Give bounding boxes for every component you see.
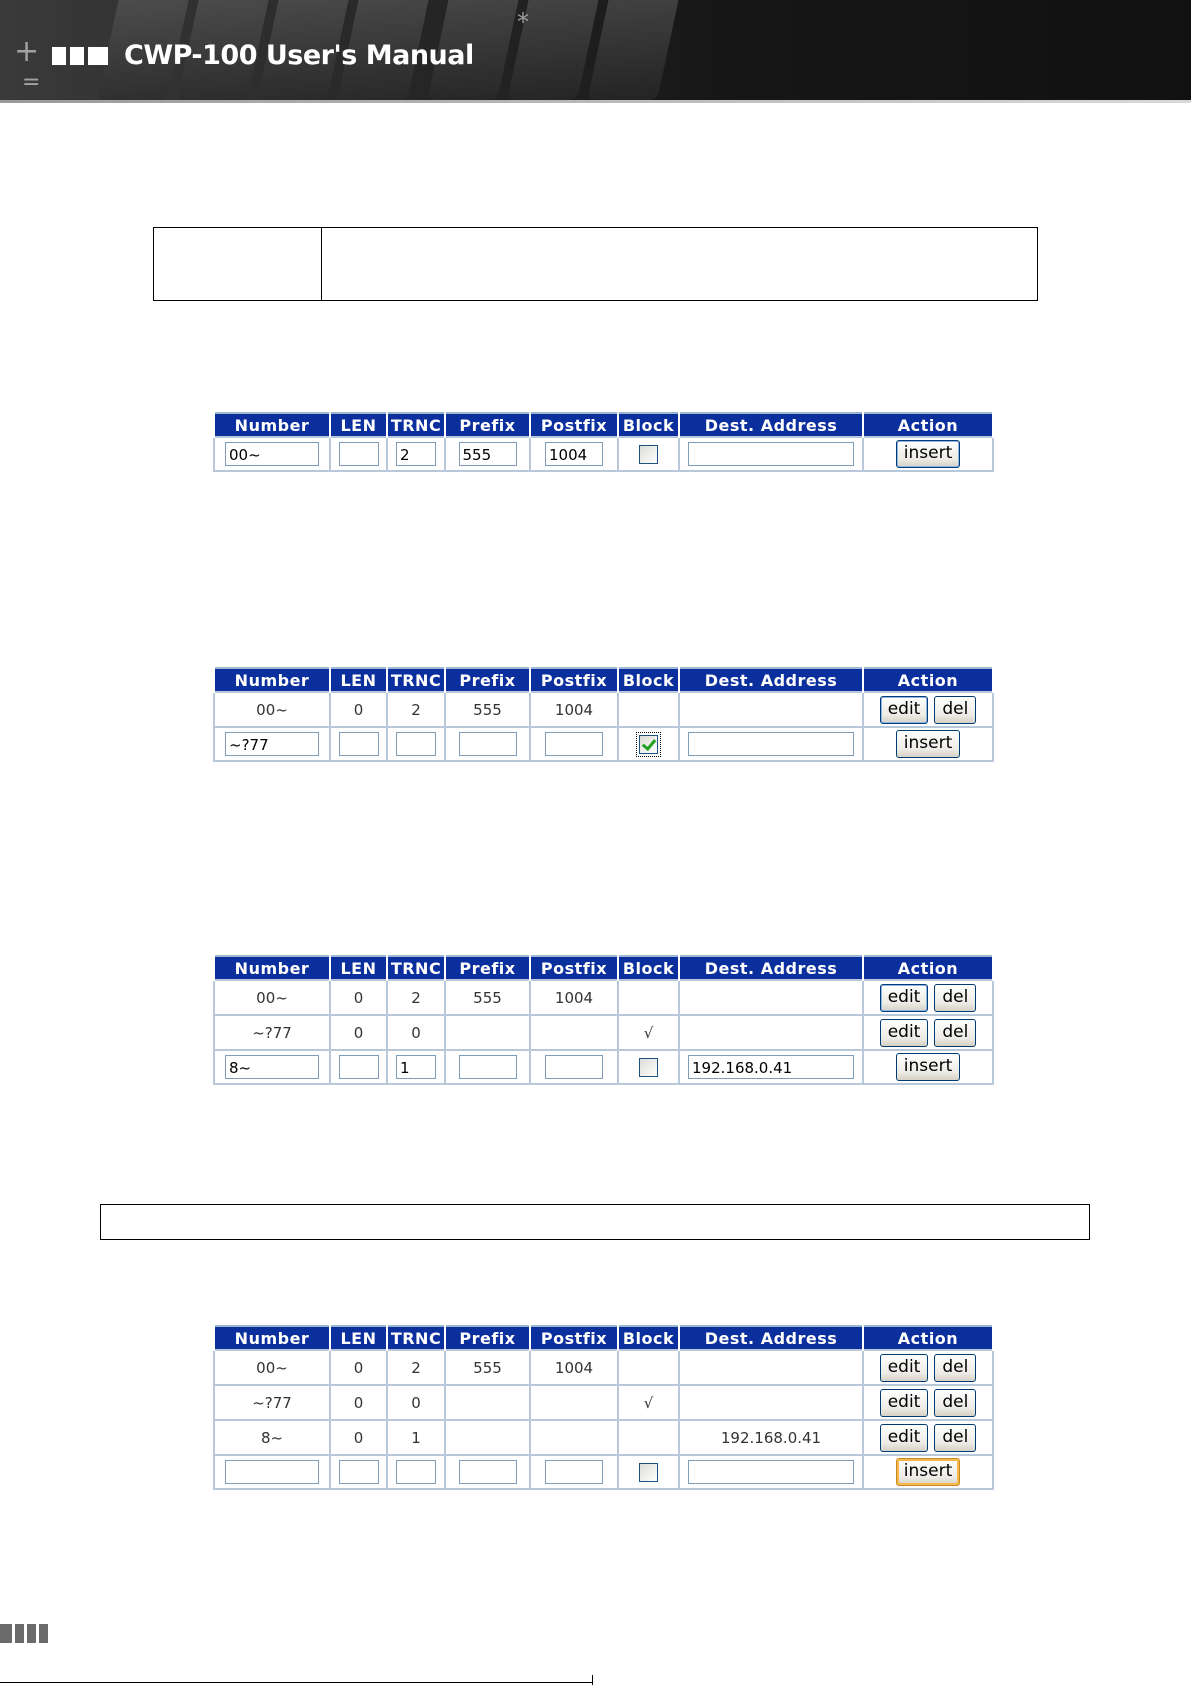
col-block: Block	[618, 956, 679, 980]
dest-address-input[interactable]	[688, 1460, 854, 1484]
col-action: Action	[863, 668, 993, 692]
trnc-cell: 0	[387, 1015, 445, 1050]
prefix-input[interactable]	[459, 1460, 517, 1484]
dial-plan-table-4	[213, 1325, 994, 1490]
asterisk-icon: *	[517, 8, 529, 36]
len-input[interactable]	[339, 732, 379, 756]
dest-address-cell	[679, 692, 863, 727]
col-len: LEN	[330, 413, 387, 437]
col-trnc: TRNC	[387, 413, 445, 437]
block-checkbox[interactable]	[639, 445, 658, 464]
number-input[interactable]	[225, 1460, 319, 1484]
insert-button[interactable]: insert	[896, 1458, 960, 1486]
del-button[interactable]: del	[934, 1019, 976, 1047]
del-button[interactable]: del	[934, 1354, 976, 1382]
insert-button[interactable]: insert	[896, 1053, 960, 1081]
number-cell: 00~	[214, 692, 330, 727]
number-cell: ~?77	[214, 1015, 330, 1050]
table-header	[214, 1326, 993, 1350]
edit-button[interactable]: edit	[880, 1389, 929, 1417]
dial-plan-table-2	[213, 667, 994, 762]
col-prefix: Prefix	[445, 668, 530, 692]
col-prefix: Prefix	[445, 1326, 530, 1350]
footer-tick	[592, 1675, 593, 1685]
prefix-cell: 555	[445, 980, 530, 1015]
dest-address-input[interactable]	[688, 732, 854, 756]
equals-icon: =	[22, 70, 41, 95]
edit-button[interactable]: edit	[880, 1424, 929, 1452]
number-input[interactable]: 00~	[225, 442, 319, 466]
parameter-table-box	[153, 227, 1038, 301]
col-postfix: Postfix	[530, 413, 618, 437]
dest-address-cell	[679, 1015, 863, 1050]
edit-button[interactable]: edit	[880, 696, 929, 724]
column-divider	[321, 228, 322, 300]
col-len: LEN	[330, 1326, 387, 1350]
col-postfix: Postfix	[530, 956, 618, 980]
dest-address-cell: 192.168.0.41	[679, 1420, 863, 1455]
trnc-input[interactable]	[396, 1460, 436, 1484]
postfix-cell	[530, 1015, 618, 1050]
block-cell: √	[618, 1015, 679, 1050]
table-row	[214, 692, 993, 727]
col-dest-address: Dest. Address	[679, 956, 863, 980]
del-button[interactable]: del	[934, 1389, 976, 1417]
edit-button[interactable]: edit	[880, 984, 929, 1012]
insert-button[interactable]: insert	[896, 730, 960, 758]
brand-bars-icon	[52, 47, 108, 65]
dest-address-cell	[679, 1350, 863, 1385]
col-dest-address: Dest. Address	[679, 413, 863, 437]
len-cell: 0	[330, 1385, 387, 1420]
number-cell: 00~	[214, 1350, 330, 1385]
len-input[interactable]	[339, 1460, 379, 1484]
trnc-cell: 0	[387, 1385, 445, 1420]
insert-button[interactable]: insert	[896, 440, 960, 468]
len-cell: 0	[330, 1420, 387, 1455]
block-cell	[618, 692, 679, 727]
dest-address-input[interactable]: 192.168.0.41	[688, 1055, 854, 1079]
col-action: Action	[863, 1326, 993, 1350]
postfix-input[interactable]	[545, 1460, 603, 1484]
col-trnc: TRNC	[387, 668, 445, 692]
note-box	[100, 1204, 1090, 1240]
del-button[interactable]: del	[934, 984, 976, 1012]
postfix-input[interactable]	[545, 732, 603, 756]
number-input[interactable]: 8~	[225, 1055, 319, 1079]
table-header	[214, 956, 993, 980]
postfix-cell: 1004	[530, 980, 618, 1015]
number-cell: ~?77	[214, 1385, 330, 1420]
col-block: Block	[618, 413, 679, 437]
postfix-cell: 1004	[530, 1350, 618, 1385]
trnc-cell: 2	[387, 692, 445, 727]
col-dest-address: Dest. Address	[679, 668, 863, 692]
header-banner	[0, 0, 1191, 100]
keyboard-key-decoration	[587, 0, 683, 100]
input-row	[214, 437, 993, 471]
col-prefix: Prefix	[445, 956, 530, 980]
block-cell: √	[618, 1385, 679, 1420]
table-row	[214, 1385, 993, 1420]
banner-divider	[0, 100, 1191, 103]
col-number: Number	[214, 413, 330, 437]
del-button[interactable]: del	[934, 1424, 976, 1452]
edit-button[interactable]: edit	[880, 1354, 929, 1382]
col-block: Block	[618, 668, 679, 692]
len-input[interactable]	[339, 442, 379, 466]
len-input[interactable]	[339, 1055, 379, 1079]
postfix-input[interactable]: 1004	[545, 442, 603, 466]
prefix-cell	[445, 1420, 530, 1455]
table-row	[214, 980, 993, 1015]
input-row	[214, 727, 993, 761]
len-cell: 0	[330, 1015, 387, 1050]
prefix-cell: 555	[445, 1350, 530, 1385]
input-row	[214, 1050, 993, 1084]
table-row	[214, 1350, 993, 1385]
number-cell: 8~	[214, 1420, 330, 1455]
table-header	[214, 413, 993, 437]
postfix-cell	[530, 1420, 618, 1455]
block-cell	[618, 1420, 679, 1455]
col-prefix: Prefix	[445, 413, 530, 437]
prefix-cell	[445, 1015, 530, 1050]
col-dest-address: Dest. Address	[679, 1326, 863, 1350]
postfix-cell: 1004	[530, 692, 618, 727]
col-number: Number	[214, 668, 330, 692]
prefix-input[interactable]: 555	[459, 442, 517, 466]
block-checkbox[interactable]	[639, 735, 658, 754]
table-header	[214, 668, 993, 692]
col-len: LEN	[330, 956, 387, 980]
block-checkbox[interactable]	[639, 1058, 658, 1077]
block-cell	[618, 980, 679, 1015]
number-input[interactable]: ~?77	[225, 732, 319, 756]
prefix-input[interactable]	[459, 1055, 517, 1079]
trnc-input[interactable]	[396, 732, 436, 756]
col-block: Block	[618, 1326, 679, 1350]
col-trnc: TRNC	[387, 1326, 445, 1350]
number-cell: 00~	[214, 980, 330, 1015]
trnc-cell: 1	[387, 1420, 445, 1455]
col-postfix: Postfix	[530, 1326, 618, 1350]
prefix-input[interactable]	[459, 732, 517, 756]
trnc-cell: 2	[387, 1350, 445, 1385]
col-number: Number	[214, 1326, 330, 1350]
prefix-cell: 555	[445, 692, 530, 727]
dest-address-cell	[679, 1385, 863, 1420]
footer-bars-icon	[0, 1624, 48, 1643]
dest-address-input[interactable]	[688, 442, 854, 466]
input-row	[214, 1455, 993, 1489]
trnc-input[interactable]: 2	[396, 442, 436, 466]
footer-divider	[0, 1682, 592, 1683]
len-cell: 0	[330, 1350, 387, 1385]
col-action: Action	[863, 956, 993, 980]
edit-button[interactable]: edit	[880, 1019, 929, 1047]
block-checkbox-focus	[636, 732, 661, 757]
col-len: LEN	[330, 668, 387, 692]
postfix-input[interactable]	[545, 1055, 603, 1079]
col-trnc: TRNC	[387, 956, 445, 980]
trnc-input[interactable]: 1	[396, 1055, 436, 1079]
block-cell	[618, 1350, 679, 1385]
table-row	[214, 1015, 993, 1050]
table-row	[214, 1420, 993, 1455]
len-cell: 0	[330, 692, 387, 727]
plus-icon: +	[14, 34, 40, 69]
block-checkbox[interactable]	[639, 1463, 658, 1482]
manual-title: CWP-100 User's Manual	[124, 40, 474, 71]
prefix-cell	[445, 1385, 530, 1420]
col-action: Action	[863, 413, 993, 437]
postfix-cell	[530, 1385, 618, 1420]
col-number: Number	[214, 956, 330, 980]
len-cell: 0	[330, 980, 387, 1015]
dest-address-cell	[679, 980, 863, 1015]
trnc-cell: 2	[387, 980, 445, 1015]
col-postfix: Postfix	[530, 668, 618, 692]
dial-plan-table-3	[213, 955, 994, 1085]
dial-plan-table-1	[213, 412, 994, 472]
del-button[interactable]: del	[934, 696, 976, 724]
